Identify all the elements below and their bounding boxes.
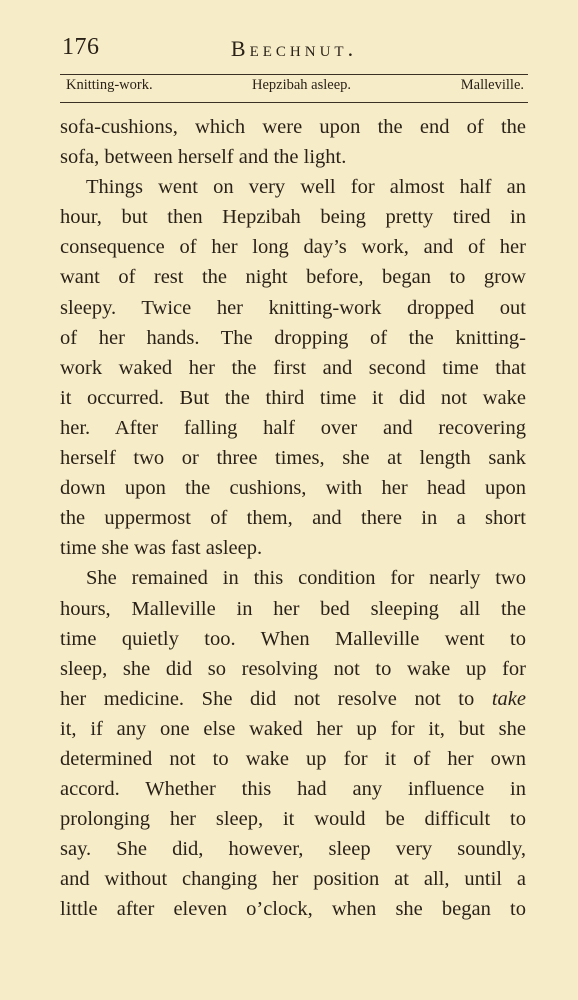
text-line: hour, but then Hepzibah being pretty tired in [60, 206, 526, 229]
subhead-left: Knitting-work. [66, 77, 153, 93]
text-line: herself two or three times, she at length sank [60, 447, 526, 470]
text-line: Things went on very well for almost half an [86, 176, 526, 199]
text-line: and without changing her position at all, until a [60, 868, 526, 891]
text-line: sleep, she did so resolving not to wake up for [60, 657, 526, 680]
text-line: consequence of her long day’s work, and of her [60, 236, 526, 259]
text-line: time she was fast asleep. [60, 537, 263, 560]
text-line: work waked her the first and second time that [60, 356, 526, 379]
text-line: it, if any one else waked her up for it, but she [60, 717, 526, 740]
text-line: prolonging her sleep, it would be difficult to [60, 808, 526, 831]
text-line: down upon the cushions, with her head upon [60, 477, 526, 500]
section-subheads [66, 77, 524, 99]
text-segment: her medicine. She did not resolve not to [60, 687, 492, 710]
page-header [62, 34, 526, 68]
text-line-with-italic [60, 684, 526, 714]
text-line: little after eleven o’clock, when she began to [60, 898, 526, 921]
text-line: hours, Malleville in her bed sleeping all the [60, 597, 526, 620]
subhead-center: Hepzibah asleep. [252, 77, 352, 93]
running-title: Beechnut. [230, 36, 358, 61]
text-line: want of rest the night before, began to grow [60, 266, 526, 289]
italic-word: take [491, 687, 526, 710]
body-text [60, 112, 526, 925]
text-line: say. She did, however, sleep very soundly, [60, 838, 526, 861]
text-line: the uppermost of them, and there in a short [60, 507, 526, 530]
text-line: of her hands. The dropping of the knitting- [60, 326, 526, 349]
text-line: her. After falling half over and recovering [60, 416, 526, 439]
header-rule-top [60, 74, 528, 75]
subhead-right: Malleville. [460, 77, 524, 93]
text-line: determined not to wake up for it of her own [60, 747, 526, 770]
page-number: 176 [62, 34, 100, 60]
text-line: it occurred. But the third time it did not wake [60, 386, 526, 409]
text-line: sleepy. Twice her knitting-work dropped out [60, 296, 526, 319]
text-line: accord. Whether this had any influence in [60, 778, 526, 801]
text-line: time quietly too. When Malleville went to [60, 627, 526, 650]
text-line: She remained in this condition for nearly two [86, 567, 526, 590]
text-line: sofa-cushions, which were upon the end of the [60, 116, 526, 138]
header-rule-bottom [60, 102, 528, 103]
text-line: sofa, between herself and the light. [60, 146, 347, 169]
